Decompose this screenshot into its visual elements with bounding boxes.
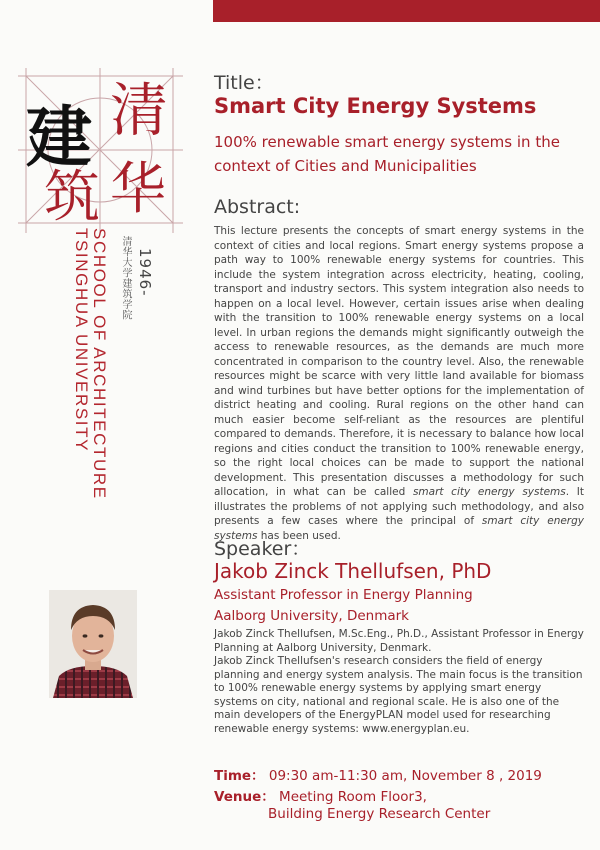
time-value: 09:30 am-11:30 am, November 8 , 2019 — [268, 768, 542, 784]
time-label: Time： — [214, 768, 265, 784]
venue-line-2-row — [268, 806, 490, 822]
abstract-text: This lecture presents the concepts of smart energy systems in the context of cities and local regions. Smart energy systems propose a path way to 100% renewable energy systems for countries. This include the system integration across electricity, heating, cooling, transport and industry sectors. This system integration also needs to happen on a local level. However, certain issues arise when dealing with the transition to 100% renewable energy systems on a local level. In urban regions the demands might significantly outweigh the access to renewable resources, as the demands are much more concentrated in comparison to the country level. Also, the renewable resources might be scarce with very little land available for biomass and wind turbines but have better options for the implementation of district heating and cooling. Rural regions on the other hand can much easier become self-reliant as the resources are plentiful compared to demands. Therefore, it is necessary to balance how local regions and cities conduct the transition to 100% renewable energy, so the right local choices can be made to support the national development. This presentation discusses a methodology for such allocation, in what can be called smart city energy systems. It illustrates the problems of not applying such methodology, and also presents a few cases where the principal of smart city energy systems has been used. — [214, 225, 584, 542]
logo-char-4: 筑 — [44, 165, 100, 230]
abstract-emphasis-1: smart city energy systems — [412, 486, 566, 498]
school-name-english — [72, 228, 108, 500]
speaker-affiliation: Aalborg University, Denmark — [214, 608, 409, 624]
bio-paragraph: Jakob Zinck Thellufsen, M.Sc.Eng., Ph.D., Assistant Professor in Energy Planning at Aalborg University, Denmark. — [214, 628, 584, 654]
venue-row — [214, 785, 427, 805]
venue-label: Venue： — [214, 789, 275, 805]
logo-char-2: 建 — [26, 98, 92, 176]
time-row — [214, 764, 542, 784]
speaker-bio — [214, 628, 586, 736]
abstract-emphasis-2: smart city energy systems — [214, 515, 584, 542]
speaker-portrait-graphic — [49, 590, 137, 698]
school-name-chinese: 清华大学建筑学院 — [120, 236, 131, 320]
logo-char-3: 华 — [110, 157, 166, 222]
lecture-title: Smart City Energy Systems — [214, 94, 537, 118]
speaker-photo — [49, 590, 137, 698]
speaker-label: Speaker： — [214, 538, 311, 560]
venue-line-2: Building Energy Research Center — [268, 806, 491, 822]
logo-char-1: 清 — [110, 76, 169, 144]
speaker-title: Assistant Professor in Energy Planning — [214, 587, 473, 603]
bio-paragraph: Jakob Zinck Thellufsen's research considers the field of energy planning and energy system analysis. The main focus is the transition to 100% renewable energy systems by applying smart energy systems on city, national and regional scale. He is also one of the main developers of the EnergyPLAN model used for researching renewable energy systems: www.energyplan.eu. — [214, 655, 583, 735]
top-red-bar — [213, 0, 600, 22]
school-name-line-2: TSINGHUA UNIVERSITY — [72, 228, 91, 453]
logo-graphic — [18, 68, 183, 233]
school-logo — [18, 68, 183, 233]
school-name-line-1: SCHOOL OF ARCHITECTURE — [90, 228, 109, 500]
lecture-subtitle: 100% renewable smart energy systems in the context of Cities and Municipalities — [214, 133, 560, 175]
venue-line-1: Meeting Room Floor3, — [279, 789, 427, 805]
abstract-label: Abstract: — [214, 196, 301, 218]
founding-year: 1946- — [136, 248, 154, 297]
title-label: Title： — [214, 72, 274, 94]
speaker-name: Jakob Zinck Thellufsen, PhD — [214, 559, 492, 583]
